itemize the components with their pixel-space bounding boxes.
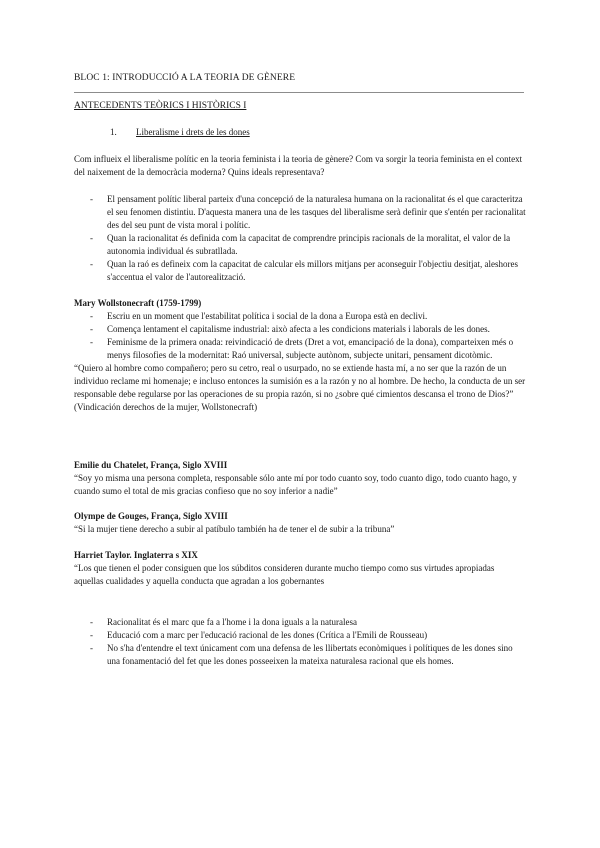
wollstonecraft-heading: Mary Wollstonecraft (1759-1799) [74, 298, 202, 308]
chatelet-heading: Emilie du Chatelet, França, Siglo XVIII [74, 460, 228, 470]
chatelet-quote: “Soy yo misma una persona completa, responsable sólo ante mí por todo cuanto soy, todo cuanto digo, todo cuanto hago, y cuando sumo el total de mis gracias confieso que no soy inferior a nadie” [74, 473, 517, 497]
list-item: - El pensament polític liberal parteix d'una concepció de la naturalesa humana on la racionalitat és el que caracteritza el seu fenomen distintiu. D'aquesta manera una de les tasques del liberalisme serà definir que s'entén per racionalitat des del seu punt de vista moral i polític. [74, 193, 526, 232]
liberalism-list [74, 193, 526, 284]
list-item: - Quan la racionalitat és definida com la capacitat de comprendre principis racionals de la moralitat, el valor de la autonomia individual és subratllada. [74, 232, 526, 258]
taylor-section [74, 549, 526, 588]
final-list [74, 616, 526, 668]
list-item: - No s'ha d'entendre el text únicament com una defensa de les llibertats econòmiques i polítiques de les dones sino una fonamentació del fet que les dones posseeixen la mateixa naturalesa racional que els homes. [74, 642, 526, 668]
wollstonecraft-quote: “Quiero al hombre como compañero; pero su cetro, real o usurpado, no se extiende hasta mí, a no ser que la razón de un individuo reclame mi homenaje; e incluso entonces la sumisión es a la razón y no al hombre. De hecho, la conducta de un ser responsable debe regularse por las operaciones de su propia razón, si no ¿sobre qué cimientos descansa el trono de Dios?” (Vindicación derechos de la mujer, Wollstonecraft) [74, 363, 526, 413]
taylor-quote: “Los que tienen el poder consiguen que los súbditos consideren durante mucho tiempo como sus virtudes apropiadas aquellas cualidades y aquella conducta que agradan a los gobernantes [74, 563, 495, 587]
gouges-heading: Olympe de Gouges, França, Siglo XVIII [74, 511, 228, 521]
page-header: BLOC 1: INTRODUCCIÓ A LA TEORIA DE GÈNERE [74, 72, 524, 93]
wollstonecraft-section [74, 297, 526, 414]
list-item: - Racionalitat és el marc que fa a l'home i la dona iguals a la naturalesa [74, 616, 526, 629]
chatelet-section [74, 459, 526, 498]
intro-paragraph: Com influeix el liberalisme polític en la teoria feminista i la teoria de gènere? Com va sorgir la teoria feminista en el context del naixement de la democràcia moderna? Quins ideals representava? [74, 154, 523, 178]
list-item: - Educació com a marc per l'educació racional de les dones (Crítica a l'Emili de Rousseau) [74, 629, 526, 642]
subsection-heading [110, 126, 250, 139]
list-item: - Comença lentament el capitalisme industrial: això afecta a les condicions materials i laborals de les dones. [74, 323, 526, 336]
taylor-heading: Harriet Taylor. Inglaterra s XIX [74, 550, 198, 560]
gouges-section [74, 510, 526, 536]
section-title: ANTECEDENTS TEÒRICS I HISTÒRICS I [74, 101, 247, 111]
list-item: - Quan la raó es defineix com la capacitat de calcular els millors mitjans per aconseguir l'objectiu desitjat, aleshores s'accentua el valor de l'autorealització. [74, 258, 526, 284]
list-item: - Escriu en un moment que l'estabilitat política i social de la dona a Europa està en declivi. [74, 310, 526, 323]
subsection-title: Liberalisme i drets de les dones [136, 127, 250, 137]
gouges-quote: “Si la mujer tiene derecho a subir al patíbulo también ha de tener el de subir a la tribuna” [74, 524, 395, 535]
subsection-number: 1. [110, 127, 117, 137]
list-item: - Feminisme de la primera onada: reivindicació de drets (Dret a vot, emancipació de la dona), comparteixen més o menys filosofies de la modernitat: Raó universal, subjecte autònom, subjecte unitari, pensament dicotòmic. [74, 336, 526, 362]
wollstonecraft-list [74, 310, 526, 362]
